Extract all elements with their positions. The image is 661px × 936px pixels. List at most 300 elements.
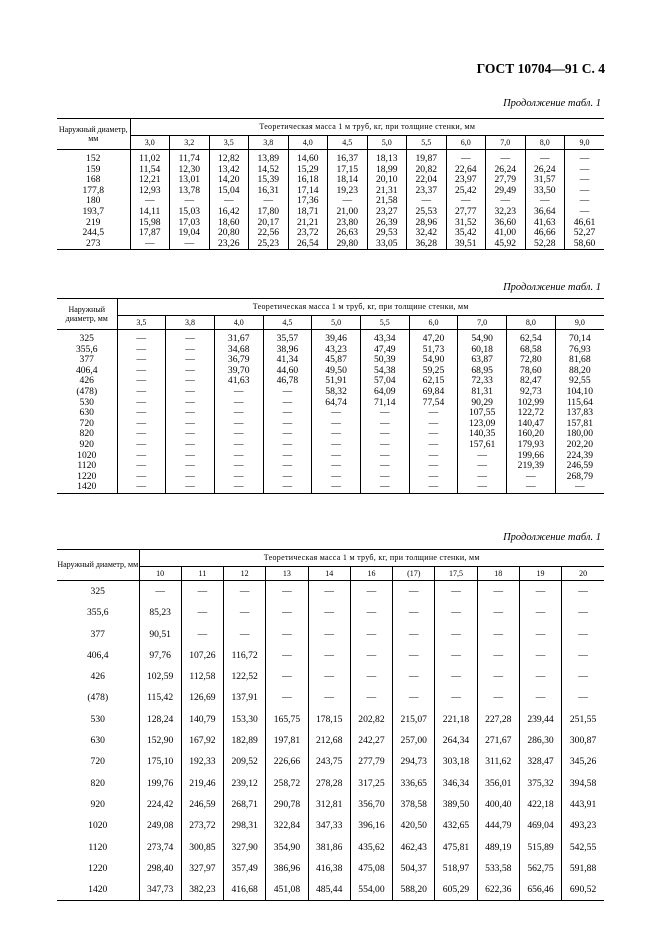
mass-cell: 221,18 [435,709,477,730]
outer-diameter-cell: 426 [79,375,94,387]
outer-diameter-cell: 325 [79,333,94,344]
mass-cell: — [181,581,223,603]
mass-cell: 20,17 [249,218,289,229]
mass-cell: 311,62 [477,751,519,772]
mass-cell: 72,33 [458,376,507,387]
mass-cell: 15,39 [249,175,289,186]
outer-diameter-cell: 1420 [57,482,117,493]
mass-cell: 41,34 [263,355,312,366]
mass-cell: 451,08 [266,879,308,901]
table-row [57,602,604,623]
page-header: ГОСТ 10704—91 С. 4 [476,61,605,76]
wall-thickness-header: (17) [393,567,435,581]
table-row [57,794,604,815]
wall-thickness-header: 9,0 [555,316,604,330]
wall-thickness-header: 10 [139,567,181,581]
mass-cell: 239,12 [224,773,266,794]
mass-cell: 34,68 [214,345,263,356]
mass-cell: 22,04 [407,175,447,186]
mass-cell: 82,47 [507,376,556,387]
mass-cell: 432,65 [435,815,477,836]
mass-cell: 137,91 [224,687,266,708]
mass-cell: 12,93 [130,186,170,197]
mass-cell: — [166,408,215,419]
mass-cell: 489,19 [477,837,519,858]
mass-cell: 46,78 [263,376,312,387]
mass-cell: 63,87 [458,355,507,366]
continuation-caption-1: Продолжение табл. 1 [503,98,601,109]
mass-cell: 41,00 [486,228,526,239]
mass-cell: 312,81 [308,794,350,815]
mass-cell: — [486,150,526,165]
mass-cell: 271,67 [477,730,519,751]
mass-cell: 16,37 [328,150,368,165]
column-group-title: Теоретическая масса 1 м труб, кг, при толщине стенки, мм [139,550,604,567]
mass-cell: 29,49 [486,186,526,197]
mass-cell: — [263,482,312,493]
mass-cell: — [214,482,263,493]
mass-cell: — [458,472,507,483]
wall-thickness-header: 3,8 [166,316,215,330]
row-header: Наружный диаметр, мм [57,299,117,330]
mass-cell: 249,08 [139,815,181,836]
mass-cell: 182,89 [224,730,266,751]
mass-cell: 57,04 [360,376,409,387]
mass-cell: 64,09 [360,387,409,398]
outer-diameter-cell: (478) [87,692,109,704]
mass-cell: — [562,645,604,666]
mass-cell: 226,66 [266,751,308,772]
wall-thickness-header: 14 [308,567,350,581]
mass-cell: 46,61 [565,218,605,229]
mass-cell: 28,96 [407,218,447,229]
mass-cell: — [409,440,458,451]
mass-cell: 15,98 [130,218,170,229]
mass-cell: — [562,687,604,708]
outer-diameter-cell: 820 [90,777,105,789]
wall-thickness-header: 3,5 [209,136,249,150]
mass-cell: — [312,440,361,451]
mass-cell: — [166,345,215,356]
mass-cell: 278,28 [308,773,350,794]
mass-cell: 152,90 [139,730,181,751]
outer-diameter-cell: 406,4 [75,364,98,376]
mass-cell: 219,46 [181,773,223,794]
mass-cell: — [565,186,605,197]
mass-cell: 14,11 [130,207,170,218]
wall-thickness-header: 16 [350,567,392,581]
mass-cell: — [409,451,458,462]
mass-cell: — [486,196,526,207]
mass-cell: 347,73 [139,879,181,901]
mass-cell: 18,60 [209,218,249,229]
continuation-caption-2: Продолжение табл. 1 [503,282,601,293]
wall-thickness-header: 19 [519,567,561,581]
mass-cell: 178,15 [308,709,350,730]
column-group-title: Теоретическая масса 1 м труб, кг, при толщине стенки, мм [117,299,604,316]
mass-cell: 416,68 [224,879,266,901]
mass-cell: 346,34 [435,773,477,794]
mass-table-3 [57,549,604,901]
table-row [57,773,604,794]
table-row [57,150,604,165]
outer-diameter-cell: 530 [90,713,105,725]
mass-cell: — [117,440,166,451]
table-row [57,751,604,772]
mass-cell: 70,14 [555,330,604,345]
mass-cell: 112,58 [181,666,223,687]
mass-cell: 251,55 [562,709,604,730]
mass-cell: 416,38 [308,858,350,879]
mass-cell: 128,24 [139,709,181,730]
row-header: Наружный диаметр, мм [57,119,130,150]
table-row [57,666,604,687]
outer-diameter-cell: 920 [79,438,94,450]
outer-diameter-cell: 177,8 [82,184,105,196]
mass-cell: 27,79 [486,175,526,186]
mass-cell: — [181,624,223,645]
mass-cell: — [166,472,215,483]
mass-cell: 51,91 [312,376,361,387]
mass-cell: 328,47 [519,751,561,772]
mass-cell: 224,39 [555,451,604,462]
mass-cell: — [350,687,392,708]
mass-cell: 41,63 [214,376,263,387]
mass-cell: — [214,387,263,398]
mass-cell: — [308,624,350,645]
mass-cell: 354,90 [266,837,308,858]
mass-cell: — [312,461,361,472]
mass-cell: — [562,602,604,623]
mass-cell: 90,29 [458,398,507,409]
mass-cell: 22,56 [249,228,289,239]
mass-cell: 17,36 [288,196,328,207]
table-row [57,330,604,345]
mass-cell: 45,92 [486,239,526,250]
mass-cell: 25,53 [407,207,447,218]
mass-cell: 52,27 [565,228,605,239]
mass-cell: — [117,376,166,387]
mass-cell: 140,47 [507,419,556,430]
mass-cell: 97,76 [139,645,181,666]
mass-cell: — [312,419,361,430]
mass-cell: 605,29 [435,879,477,901]
mass-cell: 227,28 [477,709,519,730]
mass-cell: 36,64 [525,207,565,218]
mass-cell: — [117,451,166,462]
mass-cell: 239,44 [519,709,561,730]
mass-cell: 21,31 [367,186,407,197]
mass-cell: 277,79 [350,751,392,772]
continuation-caption-3: Продолжение табл. 1 [503,532,601,543]
mass-cell: — [555,482,604,493]
mass-cell: — [477,687,519,708]
table-row [57,186,604,197]
mass-cell: — [139,581,181,603]
mass-cell: — [477,581,519,603]
mass-cell: 422,18 [519,794,561,815]
mass-cell: 690,52 [562,879,604,901]
mass-cell: 533,58 [477,858,519,879]
mass-cell: 11,02 [130,150,170,165]
mass-cell: — [181,602,223,623]
wall-thickness-header: 5,5 [360,316,409,330]
mass-cell: 493,23 [562,815,604,836]
mass-cell: — [360,482,409,493]
table-row [57,645,604,666]
mass-cell: 179,93 [507,440,556,451]
mass-cell: 32,23 [486,207,526,218]
mass-cell: — [393,624,435,645]
mass-cell: 23,97 [446,175,486,186]
wall-thickness-header: 6,0 [446,136,486,150]
column-group-title: Теоретическая масса 1 м труб, кг, при толщине стенки, мм [130,119,604,136]
mass-cell: — [458,451,507,462]
mass-cell: 140,79 [181,709,223,730]
mass-cell: 17,03 [170,218,210,229]
mass-cell: — [350,645,392,666]
mass-cell: 22,64 [446,165,486,176]
mass-cell: 13,89 [249,150,289,165]
mass-cell: 273,74 [139,837,181,858]
mass-cell: — [263,429,312,440]
mass-cell: — [166,366,215,377]
mass-cell: 12,21 [130,175,170,186]
mass-cell: 515,89 [519,837,561,858]
mass-cell: 23,26 [209,239,249,250]
mass-cell: — [477,645,519,666]
mass-cell: 246,59 [181,794,223,815]
table-row [57,387,604,398]
mass-cell: 588,20 [393,879,435,901]
mass-cell: 157,81 [555,419,604,430]
mass-cell: 475,08 [350,858,392,879]
mass-cell: 382,23 [181,879,223,901]
mass-cell: 562,75 [519,858,561,879]
mass-cell: 14,52 [249,165,289,176]
mass-cell: 16,18 [288,175,328,186]
mass-cell: — [477,602,519,623]
table-row [57,440,604,451]
mass-cell: 68,95 [458,366,507,377]
mass-cell: — [393,687,435,708]
mass-cell: 18,71 [288,207,328,218]
table-row [57,581,604,603]
mass-cell: 31,67 [214,330,263,345]
wall-thickness-header: 18 [477,567,519,581]
mass-cell: — [360,408,409,419]
mass-cell: 19,87 [407,150,447,165]
mass-cell: — [565,175,605,186]
mass-cell: — [312,451,361,462]
mass-cell: 381,86 [308,837,350,858]
mass-cell: 26,24 [486,165,526,176]
mass-cell: — [214,408,263,419]
mass-cell: 153,30 [224,709,266,730]
wall-thickness-header: 9,0 [565,136,605,150]
mass-cell: — [117,419,166,430]
mass-cell: — [409,472,458,483]
mass-cell: 49,50 [312,366,361,377]
outer-diameter-cell: 219 [86,216,101,228]
mass-cell: — [117,387,166,398]
mass-cell: 69,84 [409,387,458,398]
mass-cell: 215,07 [393,709,435,730]
mass-cell: 60,18 [458,345,507,356]
wall-thickness-header: 8,0 [525,136,565,150]
mass-cell: — [214,398,263,409]
mass-cell: 18,14 [328,175,368,186]
mass-cell: — [266,602,308,623]
mass-cell: — [117,461,166,472]
mass-cell: 44,60 [263,366,312,377]
mass-cell: 20,82 [407,165,447,176]
table-row [57,239,604,250]
mass-cell: 85,23 [139,602,181,623]
mass-cell: 29,53 [367,228,407,239]
mass-cell: — [117,330,166,345]
mass-cell: 656,46 [519,879,561,901]
mass-cell: 327,90 [224,837,266,858]
outer-diameter-cell: 377 [90,628,105,640]
wall-thickness-header: 4,0 [214,316,263,330]
mass-cell: — [565,165,605,176]
outer-diameter-cell: 152 [86,153,101,164]
mass-cell: 167,92 [181,730,223,751]
outer-diameter-cell: 630 [90,735,105,747]
mass-cell: 33,05 [367,239,407,250]
mass-cell: — [435,581,477,603]
mass-cell: 224,42 [139,794,181,815]
wall-thickness-header: 3,5 [117,316,166,330]
mass-cell: — [565,196,605,207]
outer-diameter-cell: 355,6 [75,343,98,355]
mass-cell: 36,79 [214,355,263,366]
wall-thickness-header: 3,2 [170,136,210,150]
outer-diameter-cell: 1420 [57,879,139,901]
mass-cell: 20,10 [367,175,407,186]
mass-cell: 39,70 [214,366,263,377]
mass-cell: — [393,645,435,666]
table-row [57,228,604,239]
mass-cell: 29,80 [328,239,368,250]
mass-cell: 64,74 [312,398,361,409]
mass-cell: 165,75 [266,709,308,730]
mass-cell: 31,57 [525,175,565,186]
mass-cell: — [209,196,249,207]
mass-cell: 43,34 [360,330,409,345]
outer-diameter-cell: 1220 [77,470,97,482]
mass-cell: 15,04 [209,186,249,197]
mass-cell: 18,13 [367,150,407,165]
mass-cell: 19,04 [170,228,210,239]
outer-diameter-cell: 1120 [88,841,108,853]
mass-cell: 54,90 [409,355,458,366]
mass-cell: — [117,398,166,409]
mass-cell: — [435,624,477,645]
mass-cell: 180,00 [555,429,604,440]
mass-cell: — [477,624,519,645]
mass-cell: — [565,150,605,165]
mass-cell: — [308,645,350,666]
table-row [57,730,604,751]
mass-cell: 375,32 [519,773,561,794]
outer-diameter-cell: 720 [79,417,94,429]
mass-cell: 38,96 [263,345,312,356]
mass-cell: 12,30 [170,165,210,176]
mass-cell: — [409,429,458,440]
mass-cell: 26,39 [367,218,407,229]
mass-cell: 219,39 [507,461,556,472]
mass-cell: 273,72 [181,815,223,836]
mass-cell: — [166,330,215,345]
mass-cell: — [249,196,289,207]
mass-cell: 394,58 [562,773,604,794]
mass-cell: — [409,461,458,472]
mass-cell: 122,72 [507,408,556,419]
mass-cell: — [519,624,561,645]
mass-cell: 11,74 [170,150,210,165]
mass-cell: 435,62 [350,837,392,858]
mass-cell: — [266,666,308,687]
mass-cell: 27,77 [446,207,486,218]
mass-cell: — [507,472,556,483]
mass-cell: 126,69 [181,687,223,708]
table-row [57,815,604,836]
mass-cell: — [312,429,361,440]
mass-cell: — [266,645,308,666]
mass-cell: — [130,239,170,250]
mass-cell: 356,70 [350,794,392,815]
wall-thickness-header: 6,0 [409,316,458,330]
mass-cell: — [224,602,266,623]
mass-cell: 157,61 [458,440,507,451]
mass-cell: 175,10 [139,751,181,772]
mass-cell: 76,93 [555,345,604,356]
mass-cell: — [117,355,166,366]
mass-cell: 23,80 [328,218,368,229]
outer-diameter-cell: 426 [90,671,105,683]
mass-cell: — [458,482,507,493]
mass-cell: 11,54 [130,165,170,176]
mass-cell: 54,90 [458,330,507,345]
outer-diameter-cell: 377 [79,354,94,366]
mass-cell: 137,83 [555,408,604,419]
mass-cell: — [166,451,215,462]
wall-thickness-header: 7,0 [486,136,526,150]
mass-cell: 400,40 [477,794,519,815]
mass-cell: — [117,366,166,377]
mass-cell: 485,44 [308,879,350,901]
mass-cell: 90,51 [139,624,181,645]
mass-cell: — [446,150,486,165]
mass-cell: 107,55 [458,408,507,419]
mass-cell: 107,26 [181,645,223,666]
mass-cell: 378,58 [393,794,435,815]
mass-cell: 17,14 [288,186,328,197]
mass-cell: 268,79 [555,472,604,483]
mass-cell: — [507,482,556,493]
mass-cell: 19,23 [328,186,368,197]
mass-cell: — [166,440,215,451]
table-row [57,482,604,493]
wall-thickness-header: 5,0 [312,316,361,330]
mass-cell: 104,10 [555,387,604,398]
mass-cell: 14,20 [209,175,249,186]
mass-cell: 81,68 [555,355,604,366]
mass-cell: 36,28 [407,239,447,250]
mass-cell: 264,34 [435,730,477,751]
